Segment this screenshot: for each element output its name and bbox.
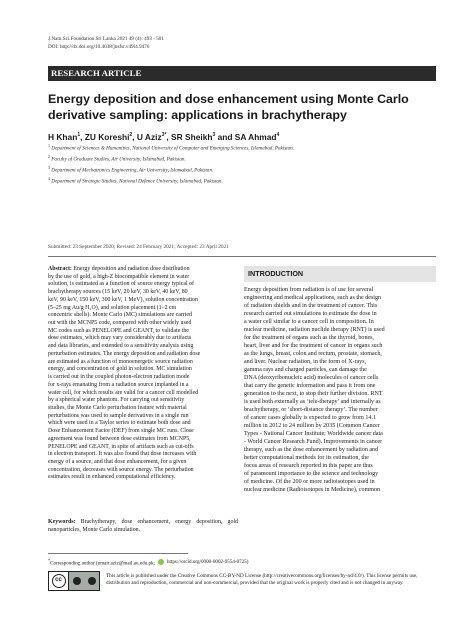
abstract-line: dose estimates, which may vary considerably due to artifacts: [48, 335, 192, 342]
introduction-line: gamma rays and charged particles, can damage the: [244, 367, 367, 374]
orcid-icon: [158, 559, 164, 565]
abstract-line: MC codes such as PENELOPE and GEANT, to validate the: [48, 327, 189, 334]
keywords-text: Brachytherapy, dose enhancement, energy deposition, gold nanoparticles, Monte Carlo simulation.: [48, 519, 238, 533]
abstract-line: studies, the Monte Carlo perturbation feature with material: [48, 404, 187, 411]
author-affil-mark: 3*: [161, 132, 167, 138]
abstract-line: estimates result in enhanced computational efficiency.: [48, 474, 176, 481]
affiliation: [48, 153, 294, 164]
abstract-line: out with the MCNP5 code, compared with other widely used: [48, 320, 192, 327]
affiliation: [48, 142, 294, 153]
section-divider: [48, 256, 436, 257]
author: , ZU Koreshi: [80, 131, 130, 142]
affiliation-number: 3: [48, 164, 50, 170]
introduction-line: nuclear medicine (Radioisotopes in Medicine), common: [244, 487, 381, 494]
affiliation-list: [48, 142, 294, 186]
abstract-line: concentric shells). Monte Carlo (MC) simulations are carried: [48, 312, 192, 319]
abstract-line: perturbations was used to sample derivatives in a single run: [48, 412, 189, 419]
affiliation-text: Faculty of Graduate Studies, Air University, Islamabad, Pakistan.: [51, 156, 186, 163]
introduction-heading: INTRODUCTION: [248, 269, 304, 278]
introduction-line: engineering and medical applications, such as the design: [244, 295, 382, 302]
author-affil-mark: 1: [77, 132, 81, 138]
footnote-divider: [48, 553, 188, 554]
abstract-line: Dose Enhancement Factor (DEF) from single MC runs. Close: [48, 428, 194, 435]
introduction-line: nuclear medicine, radiation nuclide therapy (RNT) is used: [244, 327, 385, 334]
affiliation-text: Department of Sciences & Humanities, National University of Computer and Emerging Sciences, Islamabad, Pakistan.: [51, 145, 295, 152]
author-affil-mark: 4: [276, 132, 280, 138]
introduction-line: - World Cancer Research Fund). Improvements in cancer: [244, 439, 383, 446]
paper-title-line: Energy deposition and dose enhancement using Monte Carlo: [48, 92, 409, 106]
abstract-line: (5–25 mg Au/g H₂O), and solution placement (1–2 cm: [48, 304, 177, 311]
abstract-line: which were used in a Taylor series to estimate both dose and: [48, 420, 191, 427]
introduction-line: of paramount importance to the science and technology: [244, 471, 379, 478]
introduction-line: brachytherapy, or ‘short-distance therapy’. The number: [244, 407, 378, 414]
paper-title: [48, 92, 440, 123]
abstract-line: keV, 90 keV, 150 keV, 300 keV, 1 MeV), solution concentration: [48, 296, 198, 303]
submission-dates: Submitted: 23 September 2020; Revised: 24 February 2021; Accepted: 23 April 2021: [48, 244, 229, 250]
keywords: [48, 519, 238, 535]
introduction-line: that carry the genetic information and pass it from one: [244, 383, 376, 390]
abstract-line: by a spherical water phantom. For carrying out sensitivity: [48, 397, 185, 404]
affiliation-number: 4: [48, 175, 50, 181]
affiliation-number: 1: [48, 143, 50, 148]
introduction-line: of medicine. Of the 200 or more radioisotopes used in: [244, 479, 375, 486]
abstract-line: agreement was found between dose estimates from MCNP5,: [48, 435, 191, 442]
abstract-line: is carried out in the coupled photon-electron radiation mode: [48, 374, 190, 381]
author-affil-mark: 2: [129, 132, 133, 138]
abstract-line: solution, is estimated as a function of source energy typical of: [48, 281, 194, 288]
introduction-line: Types - National Cancer Institute; Worldwide cancer data: [244, 431, 383, 438]
abstract-line: Energy deposition and radiation dose distribution: [71, 266, 190, 272]
corresponding-mark: *: [48, 558, 51, 563]
affiliation: [48, 175, 294, 186]
paper-title-line: derivative sampling: applications in brachytherapy: [48, 107, 347, 122]
orcid-link[interactable]: https://orcid.org/0000-0002-9554-0725): [166, 559, 249, 566]
author: , SR Sheikh: [166, 131, 213, 142]
author: and SA Ahmad: [215, 131, 277, 142]
introduction-line: better computational methods for its estimation, the: [244, 455, 369, 462]
introduction-line: a water cell similar to a cancer cell in composition. In: [244, 319, 374, 326]
cc-logo-icon: [49, 572, 69, 590]
author: H Khan: [48, 131, 78, 142]
introduction-line: therapy, such as the dose enhancement by radiation and: [244, 447, 379, 454]
introduction-line: Energy deposition from radiation is of use for several: [244, 287, 374, 293]
abstract-line: for x-rays emanating from a radiation source implanted in a: [48, 381, 189, 388]
abstract-line: in electron transport. It was also found that dose increases with: [48, 451, 197, 458]
abstract: [48, 266, 238, 482]
introduction-line: focus areas of research reported in this paper are thus: [244, 463, 373, 470]
cc-logo-text: cc: [52, 574, 66, 588]
keywords-label: Keywords:: [48, 519, 76, 525]
introduction-line: and liver. Nuclear radiation, in the form of X-rays,: [244, 359, 367, 366]
introduction-line: generation to the next, to stop their further division. RNT: [244, 391, 383, 398]
introduction-body: [244, 286, 437, 494]
abstract-line: concentration, decreases with source energy. The perturbation: [48, 466, 194, 473]
attribution-icon: [73, 577, 81, 585]
author-list: [48, 130, 279, 143]
abstract-line: and data libraries, and extended to a sensitivity analysis using: [48, 343, 194, 350]
introduction-line: research carried out simulations to estimate the dose in: [244, 311, 377, 318]
abstract-line: are estimated as a function of monoenergetic source radiation: [48, 358, 193, 365]
introduction-line: heart, liver and for the treatment of cancer in organs such: [244, 343, 383, 350]
author: , U Aziz: [132, 131, 162, 142]
introduction-line: is used both externally as ‘tele-therapy’ and internally as: [244, 399, 381, 406]
affiliation-text: Department of Mechatronics Engineering, Air University, Islamabad, Pakistan.: [51, 167, 214, 174]
abstract-line: energy, and concentration of gold in solution. MC simulation: [48, 366, 192, 373]
abstract-line: energy of a source, and that dose enhancement, for a given: [48, 458, 187, 465]
introduction-line: of radiation shields and in the treatment of cancer. This: [244, 303, 378, 310]
license-terms-icons: [69, 572, 99, 590]
no-derivatives-icon: [88, 577, 96, 585]
abstract-line: water cell, for which results are valid for a cancer cell modelled: [48, 389, 199, 396]
abstract-label: Abstract:: [48, 266, 72, 272]
affiliation: [48, 164, 294, 175]
affiliation-number: 2: [48, 153, 50, 159]
article-type-banner: RESEARCH ARTICLE: [48, 66, 436, 81]
abstract-line: perturbation estimates. The energy deposition and radiation dose: [48, 350, 201, 357]
creative-commons-badge[interactable]: [48, 571, 100, 591]
journal-citation: J.Natn.Sci.Foundation Sri Lanka 2021 49 (4): 493 - 501: [48, 36, 164, 42]
abstract-line: brachytherapy sources (15 keV, 20 keV, 30 keV, 40 keV, 80: [48, 289, 188, 296]
introduction-line: of cancer cases globally is expected to grow from 14.1: [244, 415, 376, 422]
introduction-line: as the lungs, breast, colon and rectum, prostate, stomach,: [244, 351, 382, 358]
journal-doi: DOI: http://dx.doi.org/10.4038/jnsfsr.v49i4.9476: [48, 44, 150, 50]
introduction-line: million in 2012 to 24 million by 2035 (Common Cancer: [244, 423, 380, 430]
license-text: This article is published under the Creative Commons CC-BY-ND License (http://creativecommons.org/licenses/by-nd/4.0/). This license permits use, distribution and reproduction, commercial and non-commercial, provided that the original work is properly cited and is not changed in anyway.: [106, 573, 418, 587]
journal-header: [48, 35, 164, 51]
corresponding-email[interactable]: Corresponding author (umair.aziz@mail.au.edu.pk;: [50, 560, 155, 567]
introduction-line: for the treatment of organs such as the thyroid, bones,: [244, 335, 375, 342]
author-affil-mark: 3: [212, 132, 216, 138]
abstract-line: PENELOPE and GEANT, in spite of artifacts such as cut-offs: [48, 443, 194, 450]
introduction-line: DNA (deoxyribonucleic acid) molecules of cancer cells: [244, 375, 379, 382]
abstract-line: by the use of gold, a high-Z biocompatible element in water: [48, 273, 190, 280]
affiliation-text: Department of Strategic Studies, National Defence University, Islamabad, Pakistan.: [51, 178, 223, 185]
corresponding-author: [48, 557, 249, 568]
